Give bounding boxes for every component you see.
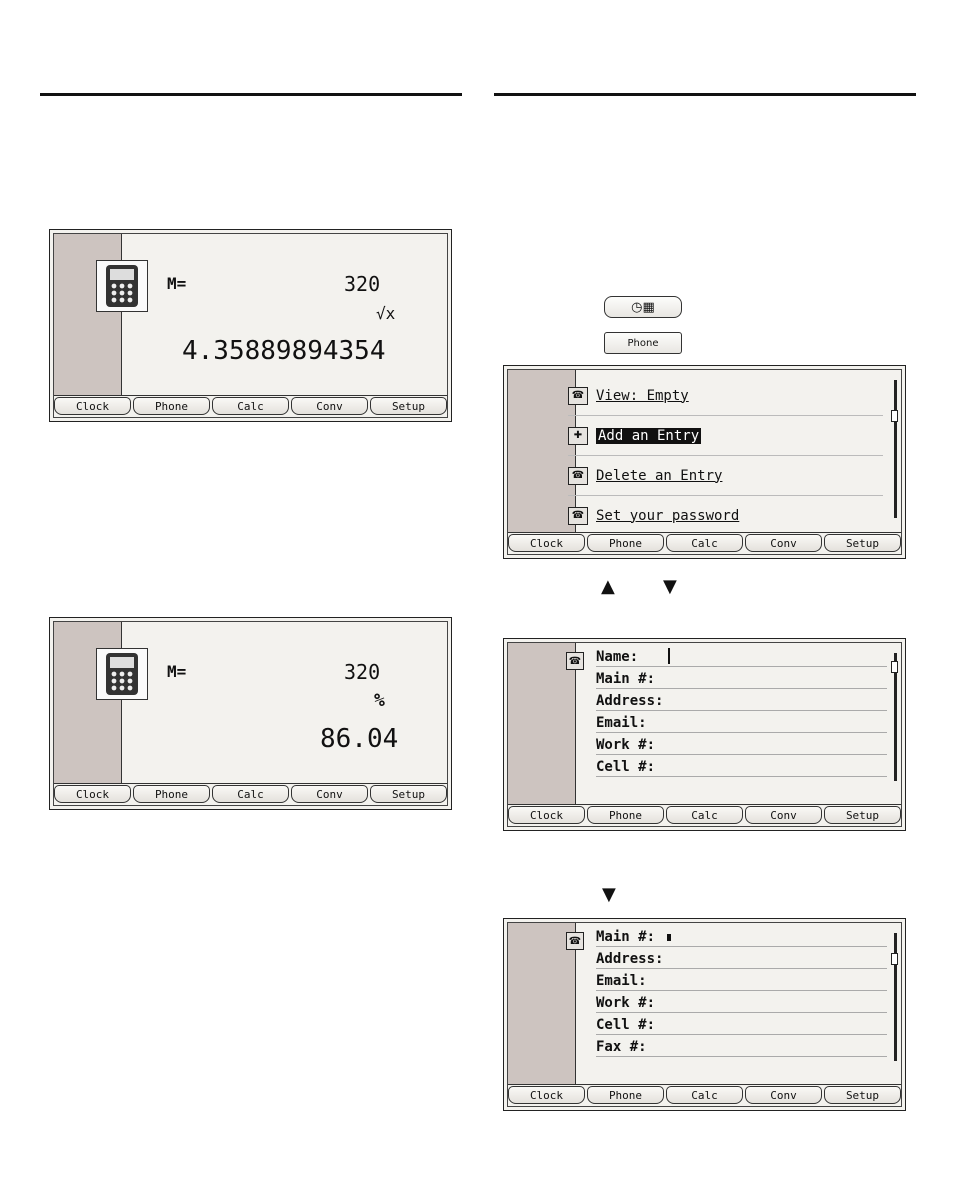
nav-clock-button[interactable]: Clock — [508, 806, 585, 824]
phone-menu-screen — [503, 365, 906, 559]
nav-clock-button[interactable]: Clock — [508, 1086, 585, 1104]
scrollbar[interactable] — [894, 380, 897, 518]
sidebar — [508, 370, 576, 532]
nav-phone-button[interactable]: Phone — [587, 1086, 664, 1104]
scroll-thumb[interactable] — [891, 410, 898, 422]
nav-clock-button[interactable]: Clock — [54, 397, 131, 415]
field-label: Email: — [596, 715, 647, 731]
nav-phone-button[interactable]: Phone — [133, 397, 210, 415]
field-address[interactable] — [596, 947, 887, 969]
entry-form-screen-2 — [503, 918, 906, 1111]
field-label: Main #: — [596, 929, 656, 945]
up-arrow-key[interactable]: ▲ — [601, 576, 615, 597]
left-top-rule — [40, 93, 462, 96]
nav-bar — [508, 1084, 901, 1106]
memory-label: M= — [167, 274, 187, 293]
field-fax-number[interactable] — [596, 1035, 887, 1057]
nav-calc-button[interactable]: Calc — [666, 534, 743, 552]
calculator-icon — [96, 648, 148, 700]
nav-setup-button[interactable]: Setup — [824, 1086, 901, 1104]
field-label: Cell #: — [596, 759, 656, 775]
entry-form-screen-1 — [503, 638, 906, 831]
field-label: Work #: — [596, 737, 656, 753]
nav-setup-button[interactable]: Setup — [370, 397, 447, 415]
field-label: Email: — [596, 973, 647, 989]
menu-item-label: View: Empty — [596, 387, 689, 404]
field-label: Main #: — [596, 671, 656, 687]
field-work-number[interactable] — [596, 991, 887, 1013]
clock-calc-key[interactable]: ◷▦ — [604, 296, 682, 318]
nav-calc-button[interactable]: Calc — [212, 785, 289, 803]
nav-phone-button[interactable]: Phone — [133, 785, 210, 803]
field-main-number[interactable] — [596, 667, 887, 689]
menu-item-set-password[interactable] — [568, 496, 883, 535]
field-label: Work #: — [596, 995, 656, 1011]
calc-screen-percent — [49, 617, 452, 810]
sidebar — [54, 622, 122, 783]
menu-item-view[interactable] — [568, 376, 883, 416]
nav-clock-button[interactable]: Clock — [508, 534, 585, 552]
scroll-thumb[interactable] — [891, 661, 898, 673]
nav-bar — [54, 783, 447, 805]
result-display: 4.35889894354 — [182, 336, 386, 366]
nav-conv-button[interactable]: Conv — [745, 1086, 822, 1104]
nav-bar — [54, 395, 447, 417]
field-email[interactable] — [596, 711, 887, 733]
nav-conv-button[interactable]: Conv — [745, 806, 822, 824]
menu-item-add-entry[interactable] — [568, 416, 883, 456]
field-email[interactable] — [596, 969, 887, 991]
menu-item-label: Add an Entry — [598, 427, 700, 444]
field-label: Address: — [596, 693, 664, 709]
text-cursor — [668, 648, 670, 664]
nav-setup-button[interactable]: Setup — [370, 785, 447, 803]
nav-setup-button[interactable]: Setup — [824, 534, 901, 552]
phone-icon: ☎ — [566, 932, 584, 950]
nav-phone-button[interactable]: Phone — [587, 806, 664, 824]
nav-calc-button[interactable]: Calc — [666, 806, 743, 824]
lock-icon: ☎ — [568, 507, 588, 525]
menu-item-delete-entry[interactable] — [568, 456, 883, 496]
phone-key[interactable]: Phone — [604, 332, 682, 354]
nav-phone-button[interactable]: Phone — [587, 534, 664, 552]
field-address[interactable] — [596, 689, 887, 711]
field-label: Name: — [596, 649, 639, 665]
nav-setup-button[interactable]: Setup — [824, 806, 901, 824]
nav-calc-button[interactable]: Calc — [212, 397, 289, 415]
sidebar — [54, 234, 122, 395]
operation: √x — [376, 304, 396, 323]
field-label: Address: — [596, 951, 664, 967]
right-top-rule — [494, 93, 916, 96]
result-display: 86.04 — [320, 724, 399, 754]
field-main-number[interactable] — [596, 925, 887, 947]
calc-screen-sqrt — [49, 229, 452, 422]
field-cell-number[interactable] — [596, 1013, 887, 1035]
nav-bar — [508, 532, 901, 554]
field-name[interactable] — [596, 645, 887, 667]
field-label: Fax #: — [596, 1039, 647, 1055]
operation: % — [374, 690, 385, 711]
nav-calc-button[interactable]: Calc — [666, 1086, 743, 1104]
add-entry-icon: ✚ — [568, 427, 588, 445]
memory-value: 320 — [344, 660, 381, 684]
field-work-number[interactable] — [596, 733, 887, 755]
field-cell-number[interactable] — [596, 755, 887, 777]
scrollbar[interactable] — [894, 653, 897, 781]
nav-bar — [508, 804, 901, 826]
down-arrow-key[interactable]: ▼ — [663, 576, 677, 597]
memory-label: M= — [167, 662, 187, 681]
scrollbar[interactable] — [894, 933, 897, 1061]
calculator-icon — [96, 260, 148, 312]
nav-conv-button[interactable]: Conv — [745, 534, 822, 552]
phone-icon: ☎ — [566, 652, 584, 670]
field-label: Cell #: — [596, 1017, 656, 1033]
memory-value: 320 — [344, 272, 381, 296]
menu-item-label: Delete an Entry — [596, 467, 723, 484]
nav-conv-button[interactable]: Conv — [291, 397, 368, 415]
scroll-thumb[interactable] — [891, 953, 898, 965]
phone-icon: ☎ — [568, 387, 588, 405]
nav-conv-button[interactable]: Conv — [291, 785, 368, 803]
delete-entry-icon: ☎ — [568, 467, 588, 485]
menu-item-label: Set your password — [596, 507, 740, 524]
down-arrow-key[interactable]: ▼ — [602, 884, 616, 905]
text-cursor — [667, 934, 671, 941]
nav-clock-button[interactable]: Clock — [54, 785, 131, 803]
